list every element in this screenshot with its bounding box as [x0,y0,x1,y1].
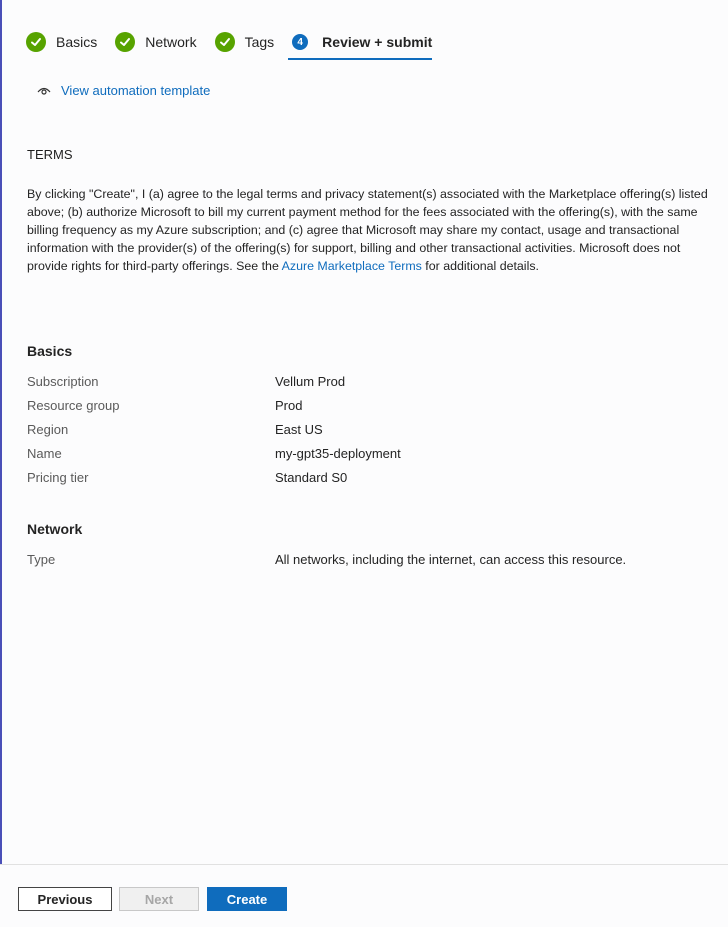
summary-value: Vellum Prod [275,373,346,389]
wizard-steps [26,30,450,54]
checkmark-icon [115,32,135,52]
automation-link-label: View automation template [61,83,211,98]
basics-section-title: Basics [27,343,73,359]
step-label: Network [145,34,197,50]
previous-button[interactable]: Previous [18,887,112,911]
step-label: Review + submit [322,34,433,50]
summary-key: Type [27,551,56,567]
terms-heading: TERMS [27,147,73,162]
summary-key: Subscription [27,373,99,389]
summary-row-pricing-tier [27,465,717,489]
summary-value: Prod [275,397,303,413]
terms-text [27,185,717,275]
step-basics[interactable] [26,30,97,54]
summary-value: my-gpt35-deployment [275,445,401,461]
step-review-submit[interactable] [292,30,432,54]
summary-row-region [27,417,717,441]
summary-value: Standard S0 [275,469,348,485]
terms-text-part: for additional details. [421,259,539,273]
summary-value: All networks, including the internet, can access this resource. [275,551,627,567]
checkmark-icon [26,32,46,52]
step-tags[interactable] [215,30,275,54]
wizard-footer [0,864,728,927]
left-edge-border [0,0,2,927]
eye-icon [37,86,51,96]
terms-text-part: By clicking "Create", I (a) agree to the legal terms and privacy statement(s) associated with the Marketplace offering(s) listed above; (b) authorize Microsoft to bill my current payment method for the fees associated with the offering(s), with the same billing frequency as my Azure subscription; and (c) agree that Microsoft may share my contact, usage and transactional information with the provider(s) of the offering(s) for support, billing and other transactional activities. Microsoft does not provide rights for third-party offerings. See the [27,187,708,273]
summary-row-type [27,547,717,571]
view-automation-template-link[interactable] [37,83,210,98]
step-label: Basics [56,34,98,50]
summary-key: Name [27,445,62,461]
step-label: Tags [244,34,275,50]
step-number-badge: 4 [292,34,308,50]
azure-marketplace-terms-link[interactable]: Azure Marketplace Terms [281,259,422,273]
checkmark-icon [215,32,235,52]
summary-row-resource-group [27,393,717,417]
network-section-title: Network [27,521,83,537]
summary-key: Resource group [27,397,120,413]
summary-key: Region [27,421,69,437]
summary-key: Pricing tier [27,469,89,485]
summary-row-subscription [27,369,717,393]
create-button[interactable]: Create [207,887,287,911]
summary-value: East US [275,421,323,437]
step-network[interactable] [115,30,196,54]
summary-row-name [27,441,717,465]
next-button[interactable]: Next [119,887,199,911]
